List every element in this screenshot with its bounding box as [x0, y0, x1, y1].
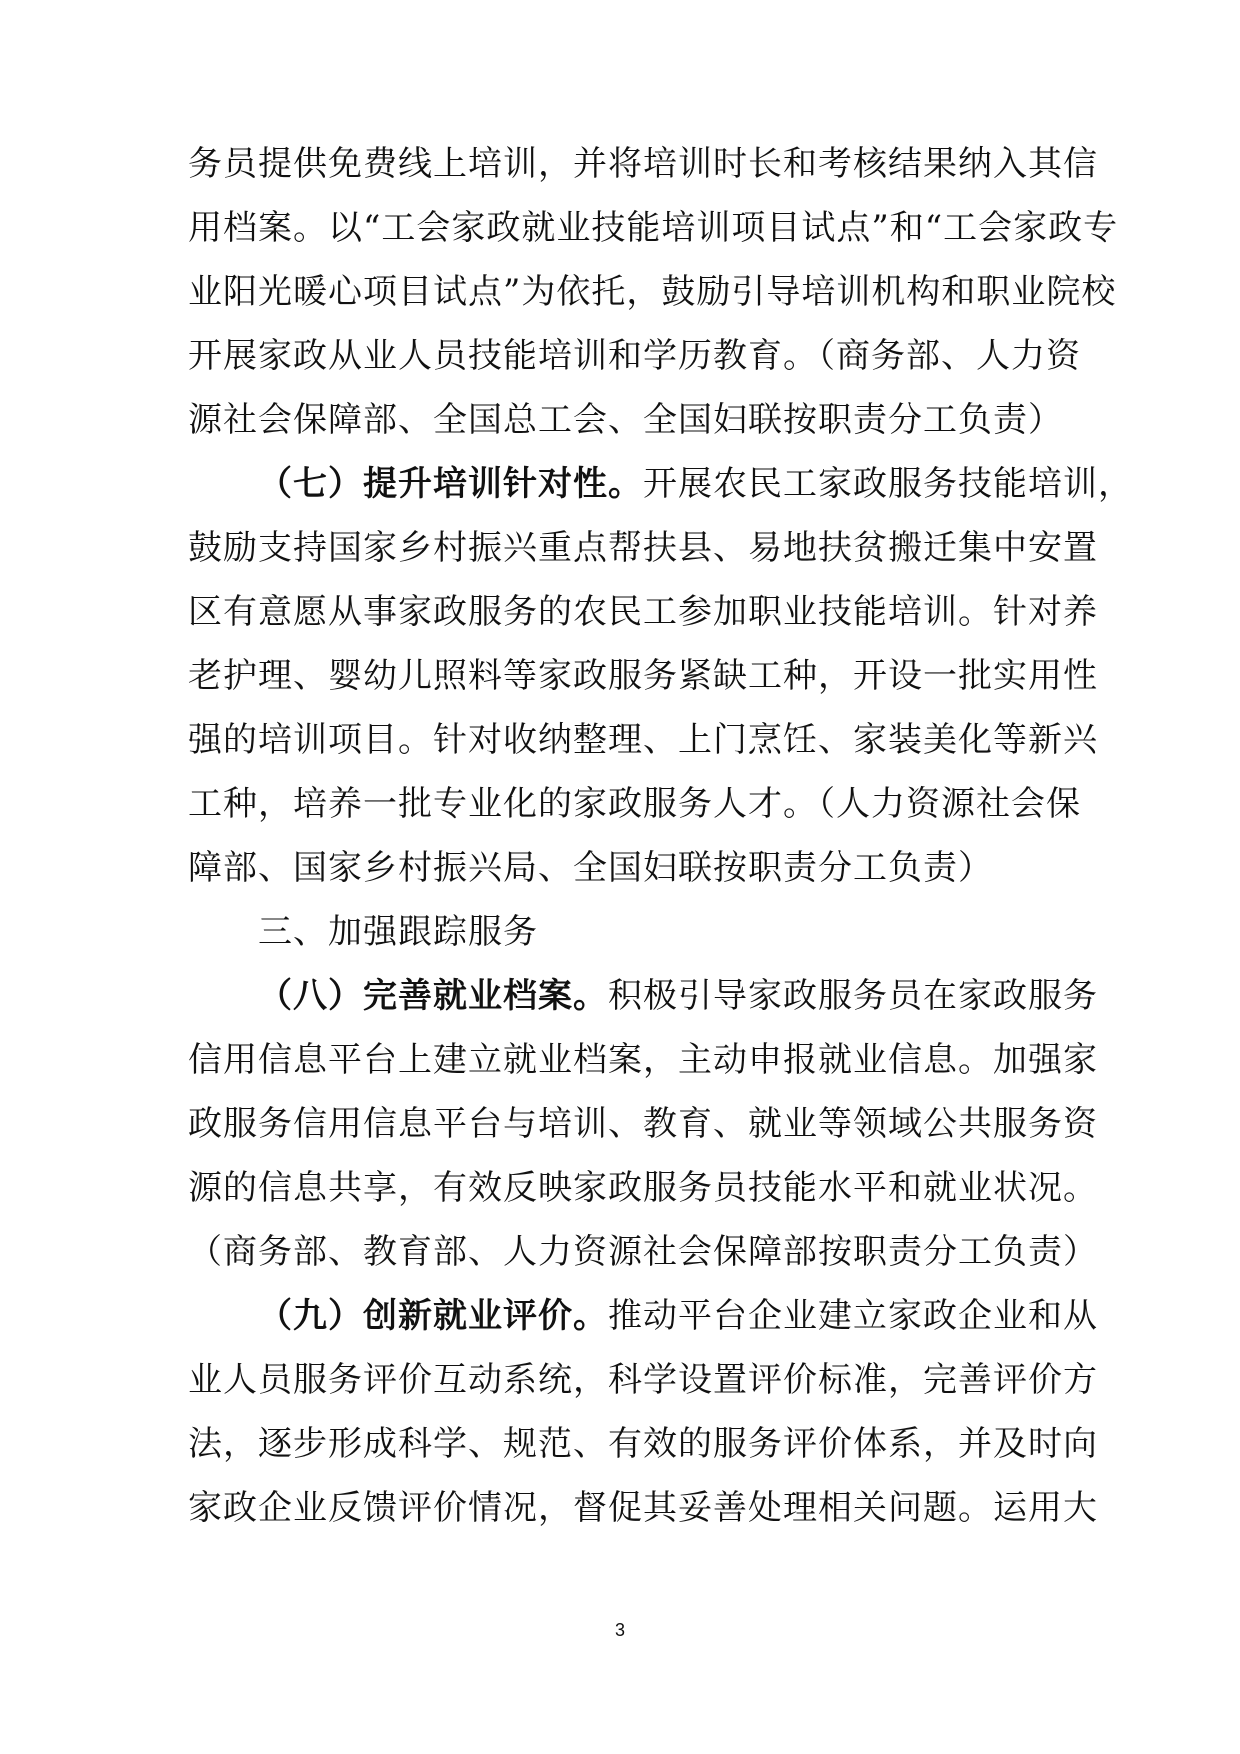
paragraph-2-line-7: 障部、国家乡村振兴局、全国妇联按职责分工负责） [188, 848, 993, 888]
paragraph-2-line-5: 强的培训项目。针对收纳整理、上门烹饪、家装美化等新兴 [188, 720, 1098, 760]
paragraph-2-line-6: 工种，培养一批专业化的家政服务人才。（人力资源社会保 [188, 784, 1081, 824]
paragraph-2-first-line-text: 开展农民工家政服务技能培训， [643, 464, 1133, 504]
paragraph-1-line-3: 业阳光暖心项目试点”为依托，鼓励引导培训机构和职业院校 [188, 272, 1117, 312]
paragraph-3-line-5: （商务部、教育部、人力资源社会保障部按职责分工负责） [188, 1232, 1098, 1272]
paragraph-3-first-line [258, 964, 1098, 1028]
paragraph-4-line-3: 法，逐步形成科学、规范、有效的服务评价体系，并及时向 [188, 1424, 1098, 1464]
paragraph-3-line-2: 信用信息平台上建立就业档案，主动申报就业信息。加强家 [188, 1040, 1098, 1080]
paragraph-4-first-line-text: 推动平台企业建立家政企业和从 [608, 1296, 1098, 1336]
paragraph-2-first-line [258, 452, 1133, 516]
paragraph-2-heading: （七）提升培训针对性。 [258, 464, 643, 504]
paragraph-1-line-4: 开展家政从业人员技能培训和学历教育。（商务部、人力资 [188, 336, 1081, 376]
paragraph-3-line-3: 政服务信用信息平台与培训、教育、就业等领域公共服务资 [188, 1104, 1098, 1144]
paragraph-3-first-line-text: 积极引导家政服务员在家政服务 [608, 976, 1098, 1016]
paragraph-3-line-4: 源的信息共享，有效反映家政服务员技能水平和就业状况。 [188, 1168, 1098, 1208]
paragraph-2-line-3: 区有意愿从事家政服务的农民工参加职业技能培训。针对养 [188, 592, 1098, 632]
paragraph-4-first-line [258, 1284, 1098, 1348]
paragraph-2-line-2: 鼓励支持国家乡村振兴重点帮扶县、易地扶贫搬迁集中安置 [188, 528, 1098, 568]
paragraph-1-line-2: 用档案。以“工会家政就业技能培训项目试点”和“工会家政专 [188, 208, 1119, 248]
paragraph-1-line-1: 务员提供免费线上培训，并将培训时长和考核结果纳入其信 [188, 144, 1098, 184]
paragraph-4-line-2: 业人员服务评价互动系统，科学设置评价标准，完善评价方 [188, 1360, 1098, 1400]
paragraph-4-heading: （九）创新就业评价。 [258, 1296, 608, 1336]
paragraph-1-line-5: 源社会保障部、全国总工会、全国妇联按职责分工负责） [188, 400, 1063, 440]
paragraph-2-line-4: 老护理、婴幼儿照料等家政服务紧缺工种，开设一批实用性 [188, 656, 1098, 696]
section-title: 三、加强跟踪服务 [258, 912, 538, 952]
page-number: 3 [614, 1620, 625, 1640]
paragraph-4-line-4: 家政企业反馈评价情况，督促其妥善处理相关问题。运用大 [188, 1488, 1098, 1528]
paragraph-3-heading: （八）完善就业档案。 [258, 976, 608, 1016]
